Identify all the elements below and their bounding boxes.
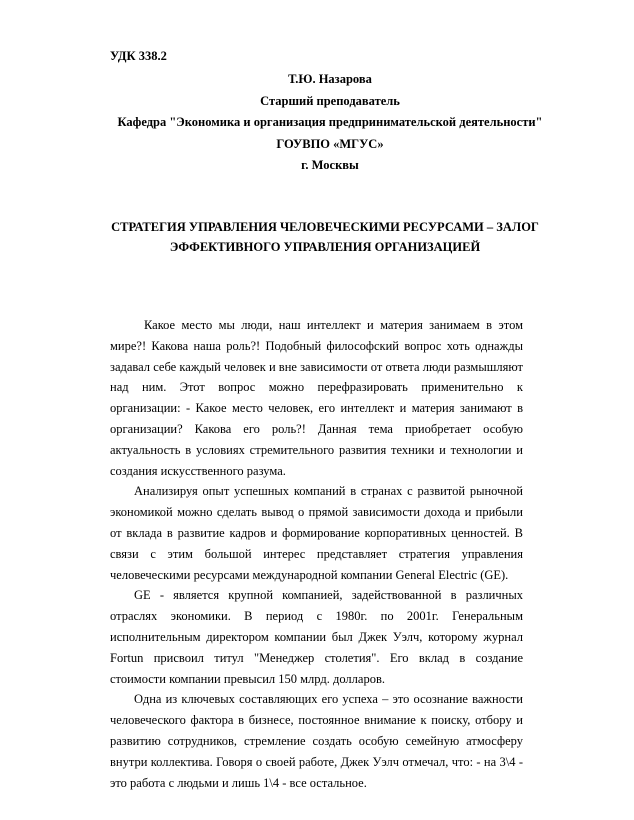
article-title [60, 217, 590, 257]
author-name: Т.Ю. Назарова [288, 72, 372, 86]
author-department: Кафедра "Экономика и организация предпринимательской деятельности" [117, 115, 543, 129]
article-title-line-2: ЭФФЕКТИВНОГО УПРАВЛЕНИЯ ОРГАНИЗАЦИЕЙ [169, 240, 481, 254]
paragraph: Анализируя опыт успешных компаний в странах с развитой рыночной экономикой можно сделать вывод о прямой зависимости дохода и прибыли от вклада в развитие кадров и формирование корпоративных ценностей. В связи с этим большой интерес представляет стратегия управления человеческими ресурсами международной компании General Electric (GE). [110, 484, 523, 582]
author-institution: ГОУВПО «МГУС» [276, 136, 384, 151]
paragraph: GE - является крупной компанией, задействованной в различных отраслях экономики. В период с 1980г. по 2001г. Генеральным исполнительным директором компании был Джек Уэлч, которому журнал Fortun присвоил титул "Менеджер столетия". Его вклад в создание стоимости компании превысил 150 млрд. долларов. [110, 588, 523, 686]
article-body [110, 315, 523, 793]
udk-code: УДК 338.2 [110, 49, 167, 63]
article-title-line-1: СТРАТЕГИЯ УПРАВЛЕНИЯ ЧЕЛОВЕЧЕСКИМИ РЕСУРСАМИ – ЗАЛОГ [111, 220, 539, 234]
paragraph: Одна из ключевых составляющих его успеха – это осознание важности человеческого фактора в бизнесе, постоянное внимание к поиску, отбору и развитию сотрудников, стремление создать особую семейную атмосферу внутри коллектива. Говоря о своей работе, Джек Уэлч отмечал, что: - на 3\4 - это работа с людьми и лишь 1\4 - все остальное. [110, 692, 523, 790]
author-city: г. Москвы [301, 158, 359, 172]
author-position: Старший преподаватель [260, 93, 400, 108]
author-block [80, 69, 580, 177]
paragraph: Какое место мы люди, наш интеллект и материя занимаем в этом мире?! Какова наша роль?! Подобный философский вопрос хоть однажды задавал себе каждый человек и вне зависимости от ответа люди размышляют над ним. Этот вопрос можно перефразировать применительно к организации: - Какое место человек, его интеллект и материя занимают в организации? Какова его роль?! Данная тема приобретает особую актуальность в условиях стремительного развития техники и технологии и создания искусственного разума. [110, 318, 523, 478]
